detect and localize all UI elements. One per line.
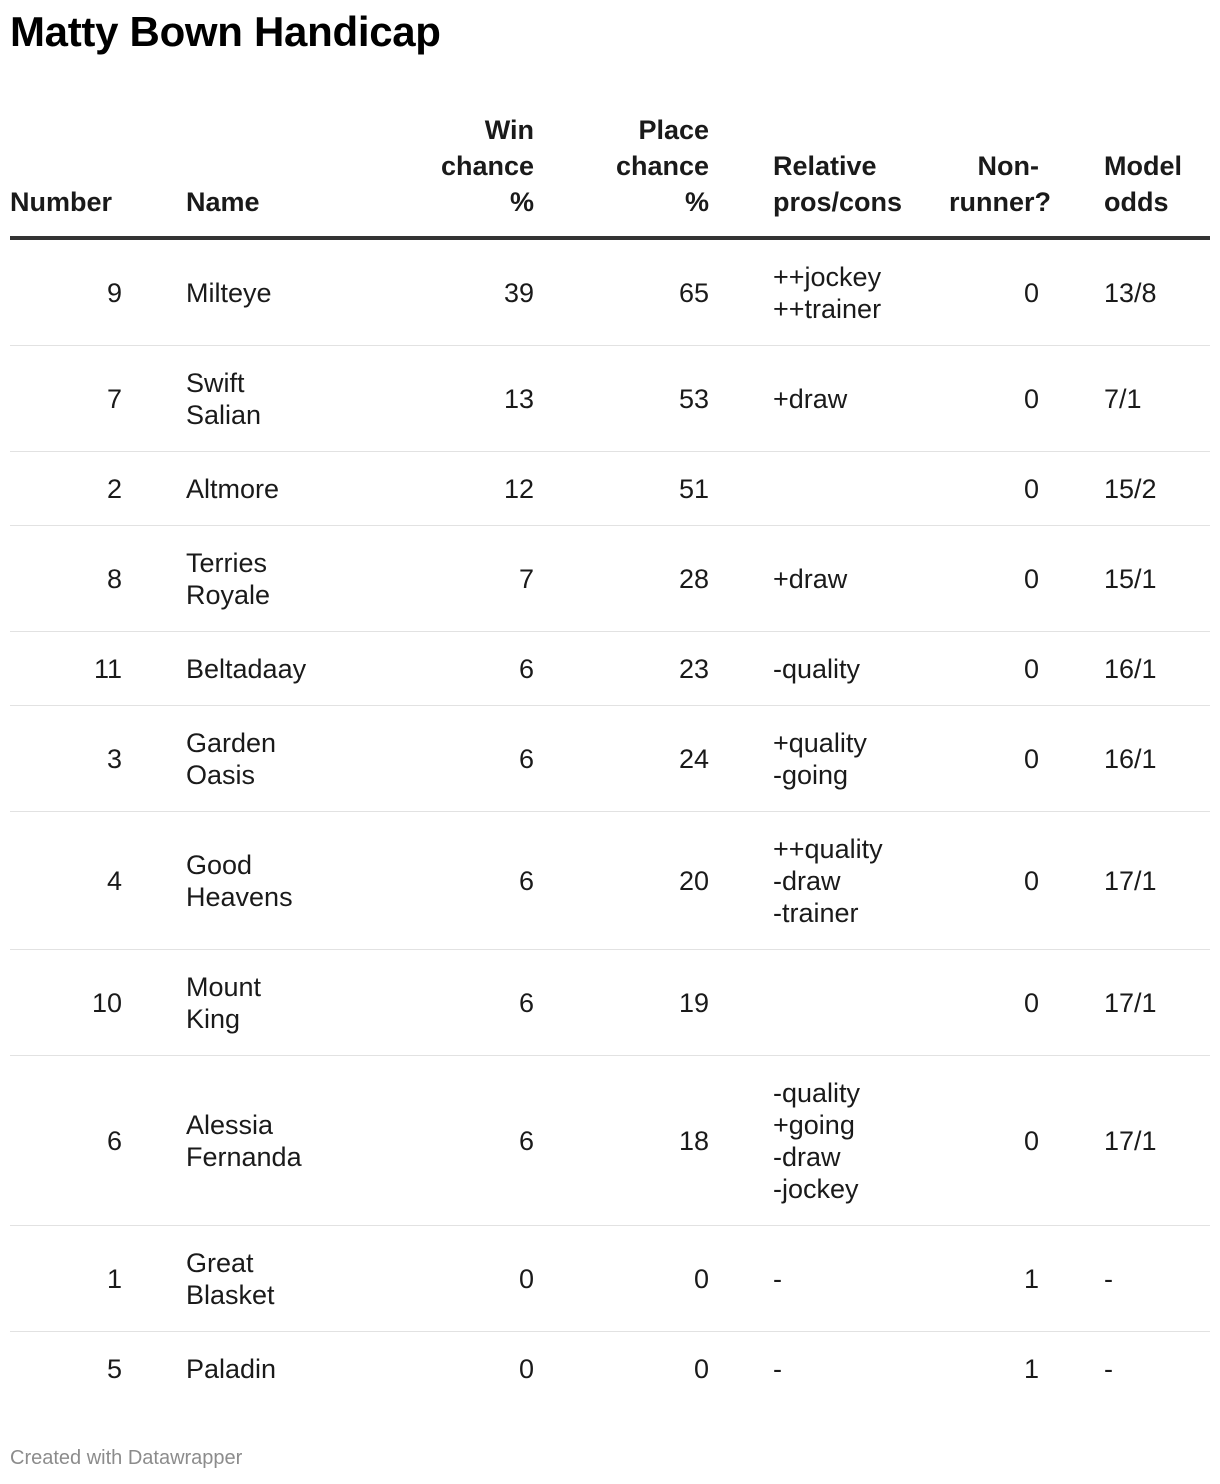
cell-name: Terries Royale [122, 526, 361, 632]
cell-model-odds: 15/2 [1039, 452, 1210, 526]
cell-model-odds: - [1039, 1226, 1210, 1332]
cell-model-odds: 17/1 [1039, 812, 1210, 950]
cell-win-chance: 6 [361, 632, 534, 706]
cell-win-chance: 6 [361, 706, 534, 812]
cell-place-chance: 0 [534, 1226, 709, 1332]
cell-relative-pros-cons [709, 950, 949, 1056]
cell-place-chance: 53 [534, 346, 709, 452]
table-row [10, 452, 1210, 526]
table-header [10, 112, 1210, 238]
cell-name: Beltadaay [122, 632, 361, 706]
cell-win-chance: 6 [361, 1056, 534, 1226]
header-row [10, 112, 1210, 238]
table-body [10, 238, 1210, 1405]
cell-win-chance: 39 [361, 238, 534, 346]
header-relative-pros-cons: Relative pros/cons [709, 112, 949, 238]
cell-name: Good Heavens [122, 812, 361, 950]
cell-place-chance: 0 [693, 1353, 709, 1384]
cell-win-chance: 0 [518, 1353, 534, 1384]
cell-relative-pros-cons: -quality [709, 632, 949, 706]
cell-non-runner: 0 [949, 812, 1039, 950]
cell-place-chance: 23 [534, 632, 709, 706]
cell-non-runner: 0 [949, 238, 1039, 346]
header-name: Name [122, 112, 361, 238]
cell-place-chance: 19 [534, 950, 709, 1056]
header-non-runner: Non- runner? [949, 112, 1039, 238]
cell-number: 10 [10, 950, 122, 1056]
cell-model-odds: 7/1 [1039, 346, 1210, 452]
cell-model-odds: 17/1 [1039, 1056, 1210, 1226]
cell-name: Swift Salian [122, 346, 361, 452]
cell-place-chance: 28 [534, 526, 709, 632]
table-title: Matty Bown Handicap [10, 8, 441, 55]
cell-win-chance: 7 [361, 526, 534, 632]
cell-place-chance: 24 [534, 706, 709, 812]
table-row [10, 1226, 1210, 1332]
table-row [10, 812, 1210, 950]
cell-model-odds: 13/8 [1039, 238, 1210, 346]
footer-credit: Created with Datawrapper [10, 1447, 243, 1469]
cell-non-runner: 0 [949, 950, 1039, 1056]
cell-name: Alessia Fernanda [122, 1056, 361, 1226]
cell-place-chance: 51 [534, 452, 709, 526]
cell-win-chance: 6 [361, 950, 534, 1056]
cell-number: 9 [10, 238, 122, 346]
cell-model-odds: 16/1 [1039, 632, 1210, 706]
cell-name: Milteye [122, 238, 361, 346]
cell-non-runner: 1 [949, 1226, 1039, 1332]
cell-place-chance: 20 [534, 812, 709, 950]
table-row [10, 950, 1210, 1056]
runners-table [10, 112, 1210, 1405]
cell-win-chance: 0 [361, 1226, 534, 1332]
cell-name: Great Blasket [122, 1226, 361, 1332]
cell-non-runner: 1 [1023, 1353, 1039, 1384]
cell-number: 3 [10, 706, 122, 812]
table-row [10, 706, 1210, 812]
cell-number: 1 [10, 1226, 122, 1332]
cell-non-runner: 0 [949, 526, 1039, 632]
cell-relative-pros-cons: ++quality -draw -trainer [709, 812, 949, 950]
cell-number: 6 [10, 1056, 122, 1226]
cell-number: 4 [10, 812, 122, 950]
cell-relative-pros-cons: - [773, 1353, 782, 1384]
cell-place-chance: 65 [534, 238, 709, 346]
header-win-chance: Win chance % [361, 112, 534, 238]
cell-place-chance: 18 [534, 1056, 709, 1226]
cell-relative-pros-cons: +draw [709, 526, 949, 632]
table-row [10, 346, 1210, 452]
cell-relative-pros-cons: -quality +going -draw -jockey [709, 1056, 949, 1226]
cell-relative-pros-cons [709, 452, 949, 526]
cell-relative-pros-cons: +draw [709, 346, 949, 452]
cell-name: Paladin [186, 1353, 277, 1384]
header-place-chance: Place chance % [534, 112, 709, 238]
cell-relative-pros-cons: +quality -going [709, 706, 949, 812]
cell-number: 7 [10, 346, 122, 452]
cell-name: Altmore [122, 452, 361, 526]
cell-model-odds: - [1104, 1353, 1113, 1384]
cell-number: 5 [106, 1353, 122, 1384]
cell-name: Garden Oasis [122, 706, 361, 812]
cell-model-odds: 15/1 [1039, 526, 1210, 632]
cell-win-chance: 12 [361, 452, 534, 526]
table-row [10, 526, 1210, 632]
cell-non-runner: 0 [949, 1056, 1039, 1226]
cell-model-odds: 16/1 [1039, 706, 1210, 812]
cell-model-odds: 17/1 [1039, 950, 1210, 1056]
cell-name: Mount King [122, 950, 361, 1056]
cell-win-chance: 13 [361, 346, 534, 452]
cell-number: 8 [10, 526, 122, 632]
table-row [10, 632, 1210, 706]
cell-non-runner: 0 [949, 346, 1039, 452]
cell-number: 11 [10, 632, 122, 706]
cell-number: 2 [10, 452, 122, 526]
table-row [10, 1056, 1210, 1226]
cell-relative-pros-cons: - [709, 1226, 949, 1332]
header-number: Number [10, 112, 122, 238]
table-row [10, 238, 1210, 346]
cell-non-runner: 0 [949, 632, 1039, 706]
cell-relative-pros-cons: ++jockey ++trainer [709, 238, 949, 346]
cell-non-runner: 0 [949, 706, 1039, 812]
cell-win-chance: 6 [361, 812, 534, 950]
header-model-odds: Model odds [1039, 112, 1210, 238]
cell-non-runner: 0 [949, 452, 1039, 526]
table-row [10, 1332, 1210, 1406]
